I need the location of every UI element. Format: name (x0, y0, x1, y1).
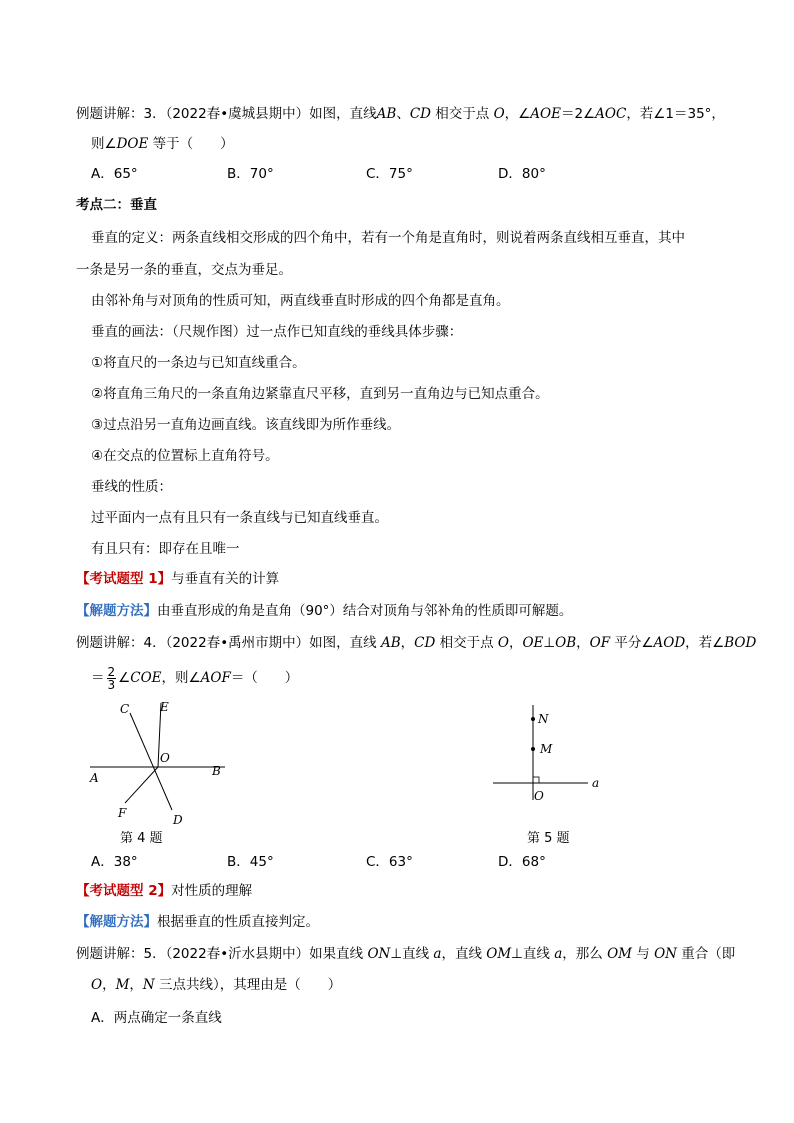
label-d: D (173, 813, 183, 825)
q3-line1: 例题讲解：3．（2022春•虞城县期中）如图，直线AB、CD 相交于点 O，∠AOE＝2∠AOC，若∠1＝35°， (76, 106, 725, 122)
label-a: A (90, 771, 99, 785)
q4-line1: 例题讲解：4．（2022春•禹州市期中）如图，直线 AB，CD 相交于点 O，OE⊥OB，OF 平分∠AOD，若∠BOD (76, 635, 757, 651)
type2-title: 对性质的理解 (171, 883, 253, 899)
label-m: M (540, 742, 553, 756)
point-m (531, 747, 535, 751)
definition-p2: 由邻补角与对顶角的性质可知，两直线垂直时形成的四个角都是直角。 (91, 293, 510, 309)
right-angle-mark (533, 777, 539, 783)
q3-line2: 则∠DOE 等于（ ） (91, 136, 234, 152)
fraction-two-thirds: $\frac{2}{3}$ (107, 664, 116, 692)
q5-line1: 例题讲解：5．（2022春•沂水县期中）如果直线 ON⊥直线 a，直线 OM⊥直线 a，那么 OM 与 ON 重合（即 (76, 946, 736, 962)
label-f: F (118, 806, 127, 820)
property-text: 过平面内一点有且只有一条直线与已知直线垂直。 (91, 510, 388, 526)
q3-option-c: C．75° (366, 166, 413, 182)
q3-option-a: A．65° (91, 166, 138, 182)
unique-text: 有且只有：即存在且唯一 (91, 541, 240, 557)
step-2: ②将直角三角尺的一条直角边紧靠直尺平移，直到另一直角边与已知点重合。 (91, 386, 549, 402)
q4-option-b: B．45° (227, 854, 274, 870)
label-a-line: a (592, 776, 600, 790)
figure-4 (80, 695, 240, 825)
q4-option-d: D．68° (498, 854, 546, 870)
q5-option-a: A．两点确定一条直线 (91, 1010, 222, 1026)
label-o-fig5: O (534, 789, 544, 803)
q4-line2: ＝ $\frac{2}{3}$ ∠COE，则∠AOF＝（ ） (91, 664, 299, 692)
type1-method: 【解题方法】由垂直形成的角是直角（90°）结合对顶角与邻补角的性质即可解题。 (76, 603, 573, 619)
ray-of (125, 767, 158, 803)
type2-method-tag: 【解题方法】 (76, 914, 157, 930)
label-e: E (160, 700, 169, 714)
q4-option-a: A．38° (91, 854, 138, 870)
property-title: 垂线的性质： (91, 479, 172, 495)
type1-title: 与垂直有关的计算 (171, 571, 280, 587)
definition-line2: 一条是另一条的垂直，交点为垂足。 (76, 262, 292, 278)
type2-heading (76, 881, 252, 901)
figure-4-caption: 第 4 题 (120, 831, 163, 846)
type1-method-tag: 【解题方法】 (76, 603, 157, 619)
q3-option-b: B．70° (227, 166, 274, 182)
type1-heading (76, 569, 279, 589)
step-4: ④在交点的位置标上直角符号。 (91, 448, 279, 464)
definition-p3: 垂直的画法：（尺规作图）过一点作已知直线的垂线具体步骤： (91, 324, 463, 340)
definition-line1: 垂直的定义：两条直线相交形成的四个角中，若有一个角是直角时，则说着两条直线相互垂直，其中 (91, 230, 685, 246)
q4-option-c: C．63° (366, 854, 413, 870)
type2-method: 【解题方法】根据垂直的性质直接判定。 (76, 914, 319, 930)
figure-5 (488, 700, 608, 805)
label-b: B (212, 764, 221, 778)
label-o: O (160, 751, 170, 765)
step-3: ③过点沿另一直角边画直线。该直线即为所作垂线。 (91, 417, 401, 433)
section2-title: 考点二：垂直 (76, 197, 157, 213)
type1-tag: 【考试题型 1】 (76, 571, 172, 587)
q5-line2: O，M，N 三点共线），其理由是（ ） (91, 977, 342, 993)
q3-option-d: D．80° (498, 166, 546, 182)
point-n (531, 717, 535, 721)
figure-5-caption: 第 5 题 (527, 831, 570, 846)
label-n: N (538, 712, 549, 726)
label-c: C (120, 702, 130, 716)
type2-tag: 【考试题型 2】 (76, 883, 172, 899)
step-1: ①将直尺的一条边与已知直线重合。 (91, 355, 306, 371)
